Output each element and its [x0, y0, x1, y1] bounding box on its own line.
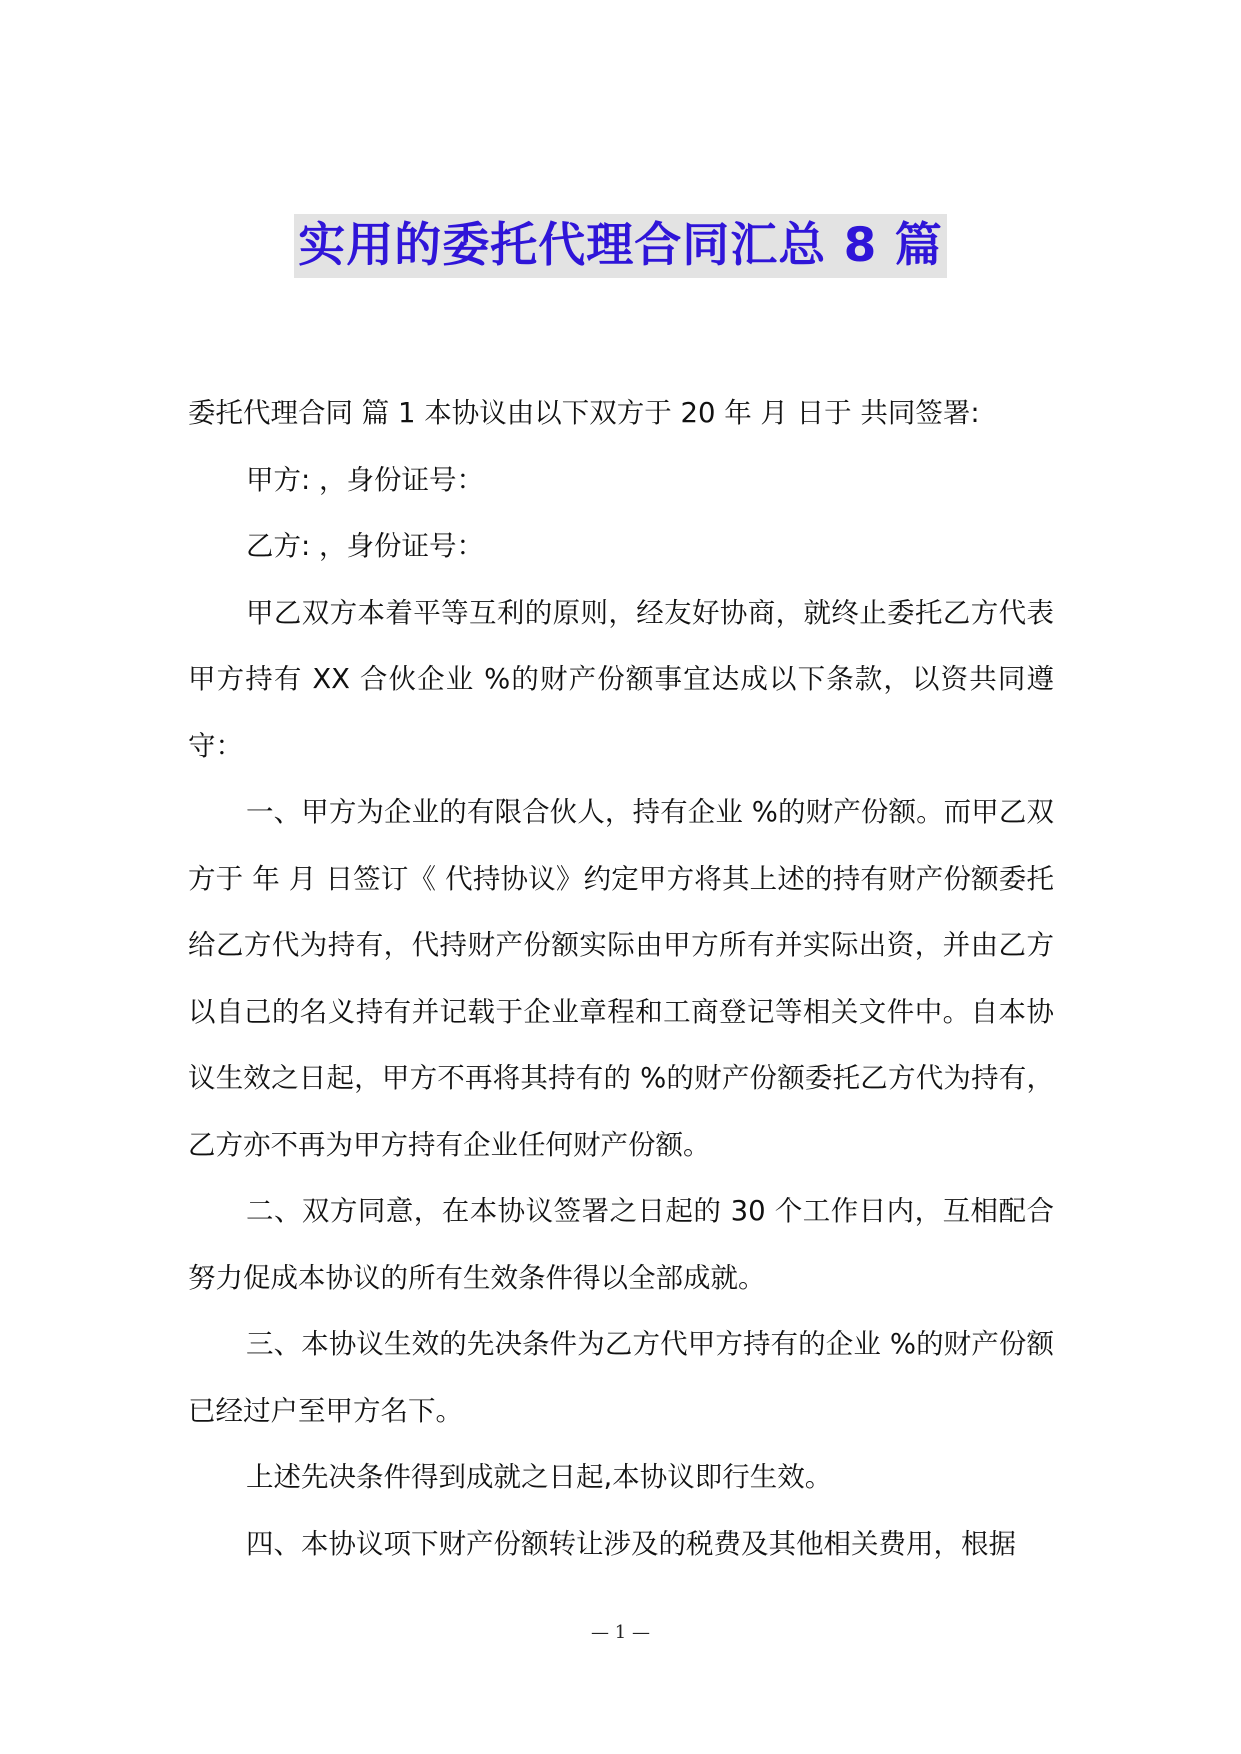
document-body: [188, 380, 1054, 1577]
paragraph: 甲乙双方本着平等互利的原则，经友好协商，就终止委托乙方代表甲方持有 XX 合伙企业 %的财产份额事宜达成以下条款，以资共同遵守：: [188, 596, 1054, 762]
paragraph: 上述先决条件得到成就之日起,本协议即行生效。: [246, 1461, 833, 1493]
paragraph: 四、本协议项下财产份额转让涉及的税费及其他相关费用，根据: [246, 1527, 1016, 1560]
document-title: 实用的委托代理合同汇总 8 篇: [294, 214, 946, 278]
paragraph: 二、双方同意，在本协议签署之日起的 30 个工作日内，互相配合努力促成本协议的所有生效条件得以全部成就。: [188, 1195, 1054, 1294]
paragraph: 甲方: ，身份证号：: [246, 463, 485, 496]
title-container: [0, 214, 1241, 278]
paragraph: 一、甲方为企业的有限合伙人，持有企业 %的财产份额。而甲乙双方于 年 月 日签订《 代持协议》约定甲方将其上述的持有财产份额委托给乙方代为持有，代持财产份额实际由甲方所有并实际出资，并由乙方以自己的名义持有并记载于企业章程和工商登记等相关文件中。自本协议生效之日起，甲方不再将其持有的 %的财产份额委托乙方代为持有，乙方亦不再为甲方持有企业任何财产份额。: [188, 796, 1054, 1161]
paragraph: 委托代理合同 篇 1 本协议由以下双方于 20 年 月 日于 共同签署:: [188, 397, 980, 429]
paragraph: 三、本协议生效的先决条件为乙方代甲方持有的企业 %的财产份额已经过户至甲方名下。: [188, 1328, 1054, 1427]
paragraph: 乙方: ，身份证号：: [246, 530, 485, 562]
page-number: — 1 —: [591, 1622, 650, 1643]
